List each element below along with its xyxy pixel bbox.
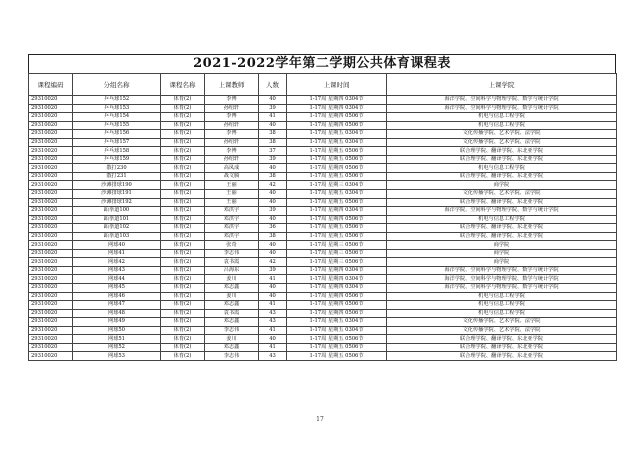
cell-teacher: 李志伟 xyxy=(205,249,259,258)
cell-teacher: 孙绍轩 xyxy=(205,121,259,130)
cell-teacher: 邓洪宇 xyxy=(205,232,259,241)
cell-course-code: 29310020 xyxy=(29,284,73,293)
cell-teacher: 张奇 xyxy=(205,241,259,250)
cell-course-name: 体育(2) xyxy=(161,275,205,284)
cell-teacher: 高凤成 xyxy=(205,164,259,173)
cell-count: 41 xyxy=(259,343,287,352)
cell-college: 机电与信息工程学院 xyxy=(387,121,617,130)
cell-college: 联合理学院、翻译学院、东北亚学院 xyxy=(387,224,617,233)
cell-group-name: 网球53 xyxy=(73,352,161,361)
cell-teacher: 李志伟 xyxy=(205,352,259,361)
table-row xyxy=(29,96,617,105)
cell-group-name: 乒乓球156 xyxy=(73,130,161,139)
cell-course-code: 29310020 xyxy=(29,318,73,327)
cell-course-code: 29310020 xyxy=(29,215,73,224)
header-course-name: 课程名称 xyxy=(161,74,205,96)
cell-college: 文化传播学院、艺术学院、法学院 xyxy=(387,326,617,335)
cell-course-code: 29310020 xyxy=(29,335,73,344)
cell-group-name: 跆拳道102 xyxy=(73,224,161,233)
cell-teacher: 王丽 xyxy=(205,190,259,199)
cell-group-name: 网球50 xyxy=(73,326,161,335)
cell-teacher: 袁书霞 xyxy=(205,258,259,267)
cell-college: 机电与信息工程学院 xyxy=(387,292,617,301)
cell-college: 机电与信息工程学院 xyxy=(387,113,617,122)
cell-count: 38 xyxy=(259,172,287,181)
cell-teacher: 邓洪宇 xyxy=(205,224,259,233)
cell-time: 1-17周 星期三 0506节 xyxy=(287,258,387,267)
table-row xyxy=(29,130,617,139)
cell-course-name: 体育(2) xyxy=(161,172,205,181)
cell-course-code: 29310020 xyxy=(29,266,73,275)
cell-college: 海洋学院、空间科学与物理学院、数学与统计学院 xyxy=(387,284,617,293)
cell-time: 1-17周 星期四 0304节 xyxy=(287,266,387,275)
cell-group-name: 乒乓球157 xyxy=(73,138,161,147)
cell-count: 40 xyxy=(259,249,287,258)
cell-group-name: 网球43 xyxy=(73,266,161,275)
table-row xyxy=(29,198,617,207)
cell-course-name: 体育(2) xyxy=(161,266,205,275)
cell-time: 1-17周 星期五 0304节 xyxy=(287,190,387,199)
cell-teacher: 李博 xyxy=(205,96,259,105)
cell-college: 机电与信息工程学院 xyxy=(387,309,617,318)
cell-course-name: 体育(2) xyxy=(161,232,205,241)
table-row xyxy=(29,224,617,233)
cell-count: 39 xyxy=(259,155,287,164)
table-row xyxy=(29,164,617,173)
cell-course-name: 体育(2) xyxy=(161,207,205,216)
cell-time: 1-17周 星期四 0506节 xyxy=(287,215,387,224)
header-row xyxy=(29,74,617,96)
cell-course-code: 29310020 xyxy=(29,121,73,130)
cell-course-name: 体育(2) xyxy=(161,215,205,224)
cell-course-code: 29310020 xyxy=(29,198,73,207)
cell-teacher: 姜川 xyxy=(205,292,259,301)
cell-course-code: 29310020 xyxy=(29,207,73,216)
cell-count: 40 xyxy=(259,190,287,199)
cell-course-code: 29310020 xyxy=(29,130,73,139)
cell-course-name: 体育(2) xyxy=(161,318,205,327)
cell-time: 1-17周 星期四 0304节 xyxy=(287,275,387,284)
cell-count: 41 xyxy=(259,275,287,284)
cell-group-name: 网球44 xyxy=(73,275,161,284)
cell-college: 商学院 xyxy=(387,258,617,267)
cell-count: 42 xyxy=(259,181,287,190)
cell-course-name: 体育(2) xyxy=(161,155,205,164)
table-row xyxy=(29,266,617,275)
cell-course-name: 体育(2) xyxy=(161,309,205,318)
cell-course-code: 29310020 xyxy=(29,138,73,147)
cell-course-name: 体育(2) xyxy=(161,301,205,310)
cell-time: 1-17周 星期五 0304节 xyxy=(287,130,387,139)
cell-count: 41 xyxy=(259,113,287,122)
cell-course-name: 体育(2) xyxy=(161,121,205,130)
cell-college: 联合理学院、翻译学院、东北亚学院 xyxy=(387,155,617,164)
cell-time: 1-17周 星期三 0506节 xyxy=(287,249,387,258)
cell-teacher: 王丽 xyxy=(205,198,259,207)
cell-count: 43 xyxy=(259,309,287,318)
header-college: 上课学院 xyxy=(387,74,617,96)
cell-count: 40 xyxy=(259,335,287,344)
header-teacher: 上课教师 xyxy=(205,74,259,96)
cell-college: 联合理学院、翻译学院、东北亚学院 xyxy=(387,335,617,344)
cell-course-code: 29310020 xyxy=(29,249,73,258)
cell-count: 40 xyxy=(259,241,287,250)
cell-count: 43 xyxy=(259,318,287,327)
cell-course-code: 29310020 xyxy=(29,224,73,233)
table-row xyxy=(29,138,617,147)
cell-group-name: 网球48 xyxy=(73,309,161,318)
cell-college: 商学院 xyxy=(387,241,617,250)
cell-college: 海洋学院、空间科学与物理学院、数学与统计学院 xyxy=(387,207,617,216)
cell-group-name: 散打230 xyxy=(73,164,161,173)
table-body xyxy=(29,96,617,361)
cell-course-code: 29310020 xyxy=(29,181,73,190)
cell-count: 39 xyxy=(259,104,287,113)
cell-teacher: 王丽 xyxy=(205,181,259,190)
cell-group-name: 散打231 xyxy=(73,172,161,181)
cell-time: 1-17周 星期三 0506节 xyxy=(287,241,387,250)
table-row xyxy=(29,335,617,344)
cell-course-code: 29310020 xyxy=(29,292,73,301)
cell-count: 38 xyxy=(259,232,287,241)
cell-college: 联合理学院、翻译学院、东北亚学院 xyxy=(387,147,617,156)
cell-group-name: 乒乓球159 xyxy=(73,155,161,164)
cell-college: 联合理学院、翻译学院、东北亚学院 xyxy=(387,343,617,352)
cell-course-code: 29310020 xyxy=(29,326,73,335)
cell-teacher: 孙绍轩 xyxy=(205,138,259,147)
cell-teacher: 邓志鑫 xyxy=(205,301,259,310)
cell-course-name: 体育(2) xyxy=(161,164,205,173)
cell-course-name: 体育(2) xyxy=(161,343,205,352)
cell-college: 联合理学院、翻译学院、东北亚学院 xyxy=(387,172,617,181)
cell-group-name: 网球51 xyxy=(73,335,161,344)
cell-group-name: 网球52 xyxy=(73,343,161,352)
table-row xyxy=(29,181,617,190)
cell-count: 41 xyxy=(259,301,287,310)
cell-course-code: 29310020 xyxy=(29,301,73,310)
table-row xyxy=(29,207,617,216)
cell-time: 1-17周 星期五 0506节 xyxy=(287,352,387,361)
cell-time: 1-17周 星期四 0304节 xyxy=(287,104,387,113)
cell-college: 文化传播学院、艺术学院、法学院 xyxy=(387,190,617,199)
cell-course-code: 29310020 xyxy=(29,172,73,181)
cell-college: 机电与信息工程学院 xyxy=(387,164,617,173)
cell-course-code: 29310020 xyxy=(29,232,73,241)
cell-time: 1-17周 星期四 0506节 xyxy=(287,121,387,130)
cell-time: 1-17周 星期五 0506节 xyxy=(287,198,387,207)
table-row xyxy=(29,352,617,361)
cell-time: 1-17周 星期五 0304节 xyxy=(287,326,387,335)
cell-teacher: 李博 xyxy=(205,130,259,139)
cell-time: 1-17周 星期四 0506节 xyxy=(287,113,387,122)
cell-group-name: 乒乓球154 xyxy=(73,113,161,122)
header-time: 上课时间 xyxy=(287,74,387,96)
cell-course-name: 体育(2) xyxy=(161,96,205,105)
cell-count: 40 xyxy=(259,284,287,293)
table-row xyxy=(29,309,617,318)
cell-college: 海洋学院、空间科学与物理学院、数学与统计学院 xyxy=(387,104,617,113)
cell-course-name: 体育(2) xyxy=(161,138,205,147)
cell-college: 文化传播学院、艺术学院、法学院 xyxy=(387,130,617,139)
cell-course-code: 29310020 xyxy=(29,104,73,113)
cell-count: 39 xyxy=(259,266,287,275)
cell-time: 1-17周 星期五 0506节 xyxy=(287,335,387,344)
cell-group-name: 网球49 xyxy=(73,318,161,327)
cell-count: 41 xyxy=(259,326,287,335)
cell-course-name: 体育(2) xyxy=(161,147,205,156)
table-row xyxy=(29,121,617,130)
schedule-sheet xyxy=(28,54,616,361)
cell-time: 1-17周 星期四 0304节 xyxy=(287,284,387,293)
cell-course-name: 体育(2) xyxy=(161,104,205,113)
table-row xyxy=(29,232,617,241)
cell-course-code: 29310020 xyxy=(29,241,73,250)
cell-course-code: 29310020 xyxy=(29,190,73,199)
cell-course-name: 体育(2) xyxy=(161,284,205,293)
table-row xyxy=(29,147,617,156)
cell-count: 39 xyxy=(259,207,287,216)
cell-course-name: 体育(2) xyxy=(161,198,205,207)
cell-count: 40 xyxy=(259,164,287,173)
table-row xyxy=(29,113,617,122)
cell-group-name: 沙滩排球190 xyxy=(73,181,161,190)
cell-group-name: 跆拳道103 xyxy=(73,232,161,241)
cell-course-code: 29310020 xyxy=(29,352,73,361)
table-row xyxy=(29,258,617,267)
cell-group-name: 乒乓球158 xyxy=(73,147,161,156)
cell-course-code: 29310020 xyxy=(29,258,73,267)
cell-course-code: 29310020 xyxy=(29,96,73,105)
cell-course-name: 体育(2) xyxy=(161,190,205,199)
cell-course-code: 29310020 xyxy=(29,147,73,156)
cell-teacher: 孙绍轩 xyxy=(205,155,259,164)
cell-group-name: 网球40 xyxy=(73,241,161,250)
cell-group-name: 网球46 xyxy=(73,292,161,301)
cell-group-name: 乒乓球155 xyxy=(73,121,161,130)
cell-college: 商学院 xyxy=(387,249,617,258)
cell-college: 联合理学院、翻译学院、东北亚学院 xyxy=(387,232,617,241)
cell-time: 1-17周 星期五 0304节 xyxy=(287,138,387,147)
cell-count: 38 xyxy=(259,130,287,139)
cell-time: 1-17周 星期四 0304节 xyxy=(287,96,387,105)
cell-course-name: 体育(2) xyxy=(161,224,205,233)
cell-count: 43 xyxy=(259,352,287,361)
cell-college: 联合理学院、翻译学院、东北亚学院 xyxy=(387,352,617,361)
cell-college: 文化传播学院、艺术学院、法学院 xyxy=(387,318,617,327)
cell-time: 1-17周 星期三 0304节 xyxy=(287,181,387,190)
schedule-table xyxy=(28,73,617,361)
cell-college: 海洋学院、空间科学与物理学院、数学与统计学院 xyxy=(387,96,617,105)
cell-group-name: 沙滩排球191 xyxy=(73,190,161,199)
cell-teacher: 吕海东 xyxy=(205,266,259,275)
cell-college: 商学院 xyxy=(387,181,617,190)
cell-time: 1-17周 星期五 0304节 xyxy=(287,318,387,327)
cell-time: 1-17周 星期四 0506节 xyxy=(287,309,387,318)
cell-course-code: 29310020 xyxy=(29,275,73,284)
table-row xyxy=(29,190,617,199)
table-row xyxy=(29,215,617,224)
cell-college: 海洋学院、空间科学与物理学院、数学与统计学院 xyxy=(387,266,617,275)
cell-group-name: 网球41 xyxy=(73,249,161,258)
cell-teacher: 邓洪宇 xyxy=(205,207,259,216)
cell-group-name: 乒乓球152 xyxy=(73,96,161,105)
cell-teacher: 邓志鑫 xyxy=(205,343,259,352)
cell-count: 40 xyxy=(259,198,287,207)
cell-course-name: 体育(2) xyxy=(161,113,205,122)
cell-count: 36 xyxy=(259,224,287,233)
cell-group-name: 乒乓球153 xyxy=(73,104,161,113)
cell-time: 1-17周 星期五 0506节 xyxy=(287,232,387,241)
cell-course-name: 体育(2) xyxy=(161,249,205,258)
cell-teacher: 李志伟 xyxy=(205,326,259,335)
cell-time: 1-17周 星期五 0506节 xyxy=(287,343,387,352)
table-row xyxy=(29,343,617,352)
cell-teacher: 孙绍轩 xyxy=(205,104,259,113)
cell-group-name: 跆拳道101 xyxy=(73,215,161,224)
cell-time: 1-17周 星期五 0506节 xyxy=(287,172,387,181)
cell-teacher: 邓志鑫 xyxy=(205,318,259,327)
cell-teacher: 姜川 xyxy=(205,275,259,284)
cell-count: 37 xyxy=(259,147,287,156)
table-row xyxy=(29,284,617,293)
cell-time: 1-17周 星期四 0506节 xyxy=(287,164,387,173)
table-row xyxy=(29,172,617,181)
cell-teacher: 战文腾 xyxy=(205,172,259,181)
cell-time: 1-17周 星期五 0506节 xyxy=(287,224,387,233)
cell-time: 1-17周 星期五 0506节 xyxy=(287,147,387,156)
cell-course-code: 29310020 xyxy=(29,343,73,352)
cell-course-code: 29310020 xyxy=(29,155,73,164)
cell-count: 40 xyxy=(259,215,287,224)
cell-college: 文化传播学院、艺术学院、法学院 xyxy=(387,138,617,147)
header-count: 人数 xyxy=(259,74,287,96)
cell-group-name: 跆拳道100 xyxy=(73,207,161,216)
cell-time: 1-17周 星期五 0506节 xyxy=(287,155,387,164)
cell-college: 联合理学院、翻译学院、东北亚学院 xyxy=(387,198,617,207)
cell-course-name: 体育(2) xyxy=(161,352,205,361)
cell-group-name: 网球47 xyxy=(73,301,161,310)
cell-course-code: 29310020 xyxy=(29,164,73,173)
cell-count: 38 xyxy=(259,138,287,147)
header-group-name: 分组名称 xyxy=(73,74,161,96)
table-row xyxy=(29,155,617,164)
cell-time: 1-17周 星期四 0506节 xyxy=(287,301,387,310)
cell-teacher: 邓洪宇 xyxy=(205,215,259,224)
cell-teacher: 李博 xyxy=(205,113,259,122)
cell-count: 40 xyxy=(259,96,287,105)
table-row xyxy=(29,292,617,301)
page-number: 17 xyxy=(316,416,324,423)
table-row xyxy=(29,301,617,310)
cell-course-name: 体育(2) xyxy=(161,292,205,301)
cell-course-name: 体育(2) xyxy=(161,326,205,335)
table-row xyxy=(29,241,617,250)
cell-course-name: 体育(2) xyxy=(161,181,205,190)
table-row xyxy=(29,275,617,284)
table-row xyxy=(29,318,617,327)
cell-time: 1-17周 星期四 0506节 xyxy=(287,292,387,301)
cell-course-name: 体育(2) xyxy=(161,130,205,139)
cell-count: 40 xyxy=(259,121,287,130)
cell-teacher: 袁书霞 xyxy=(205,309,259,318)
cell-course-name: 体育(2) xyxy=(161,258,205,267)
cell-course-name: 体育(2) xyxy=(161,335,205,344)
cell-group-name: 网球45 xyxy=(73,284,161,293)
cell-college: 机电与信息工程学院 xyxy=(387,301,617,310)
cell-time: 1-17周 星期四 0304节 xyxy=(287,207,387,216)
cell-count: 40 xyxy=(259,292,287,301)
cell-college: 机电与信息工程学院 xyxy=(387,215,617,224)
table-row xyxy=(29,326,617,335)
page-title: 2021-2022学年第二学期公共体育课程表 xyxy=(28,54,616,73)
cell-course-name: 体育(2) xyxy=(161,241,205,250)
cell-count: 42 xyxy=(259,258,287,267)
cell-teacher: 邓志鑫 xyxy=(205,284,259,293)
cell-course-code: 29310020 xyxy=(29,113,73,122)
cell-group-name: 网球42 xyxy=(73,258,161,267)
cell-teacher: 李博 xyxy=(205,147,259,156)
cell-course-code: 29310020 xyxy=(29,309,73,318)
cell-group-name: 沙滩排球192 xyxy=(73,198,161,207)
table-row xyxy=(29,104,617,113)
cell-teacher: 姜川 xyxy=(205,335,259,344)
table-row xyxy=(29,249,617,258)
cell-college: 海洋学院、空间科学与物理学院、数学与统计学院 xyxy=(387,275,617,284)
header-course-code: 课程编码 xyxy=(29,74,73,96)
